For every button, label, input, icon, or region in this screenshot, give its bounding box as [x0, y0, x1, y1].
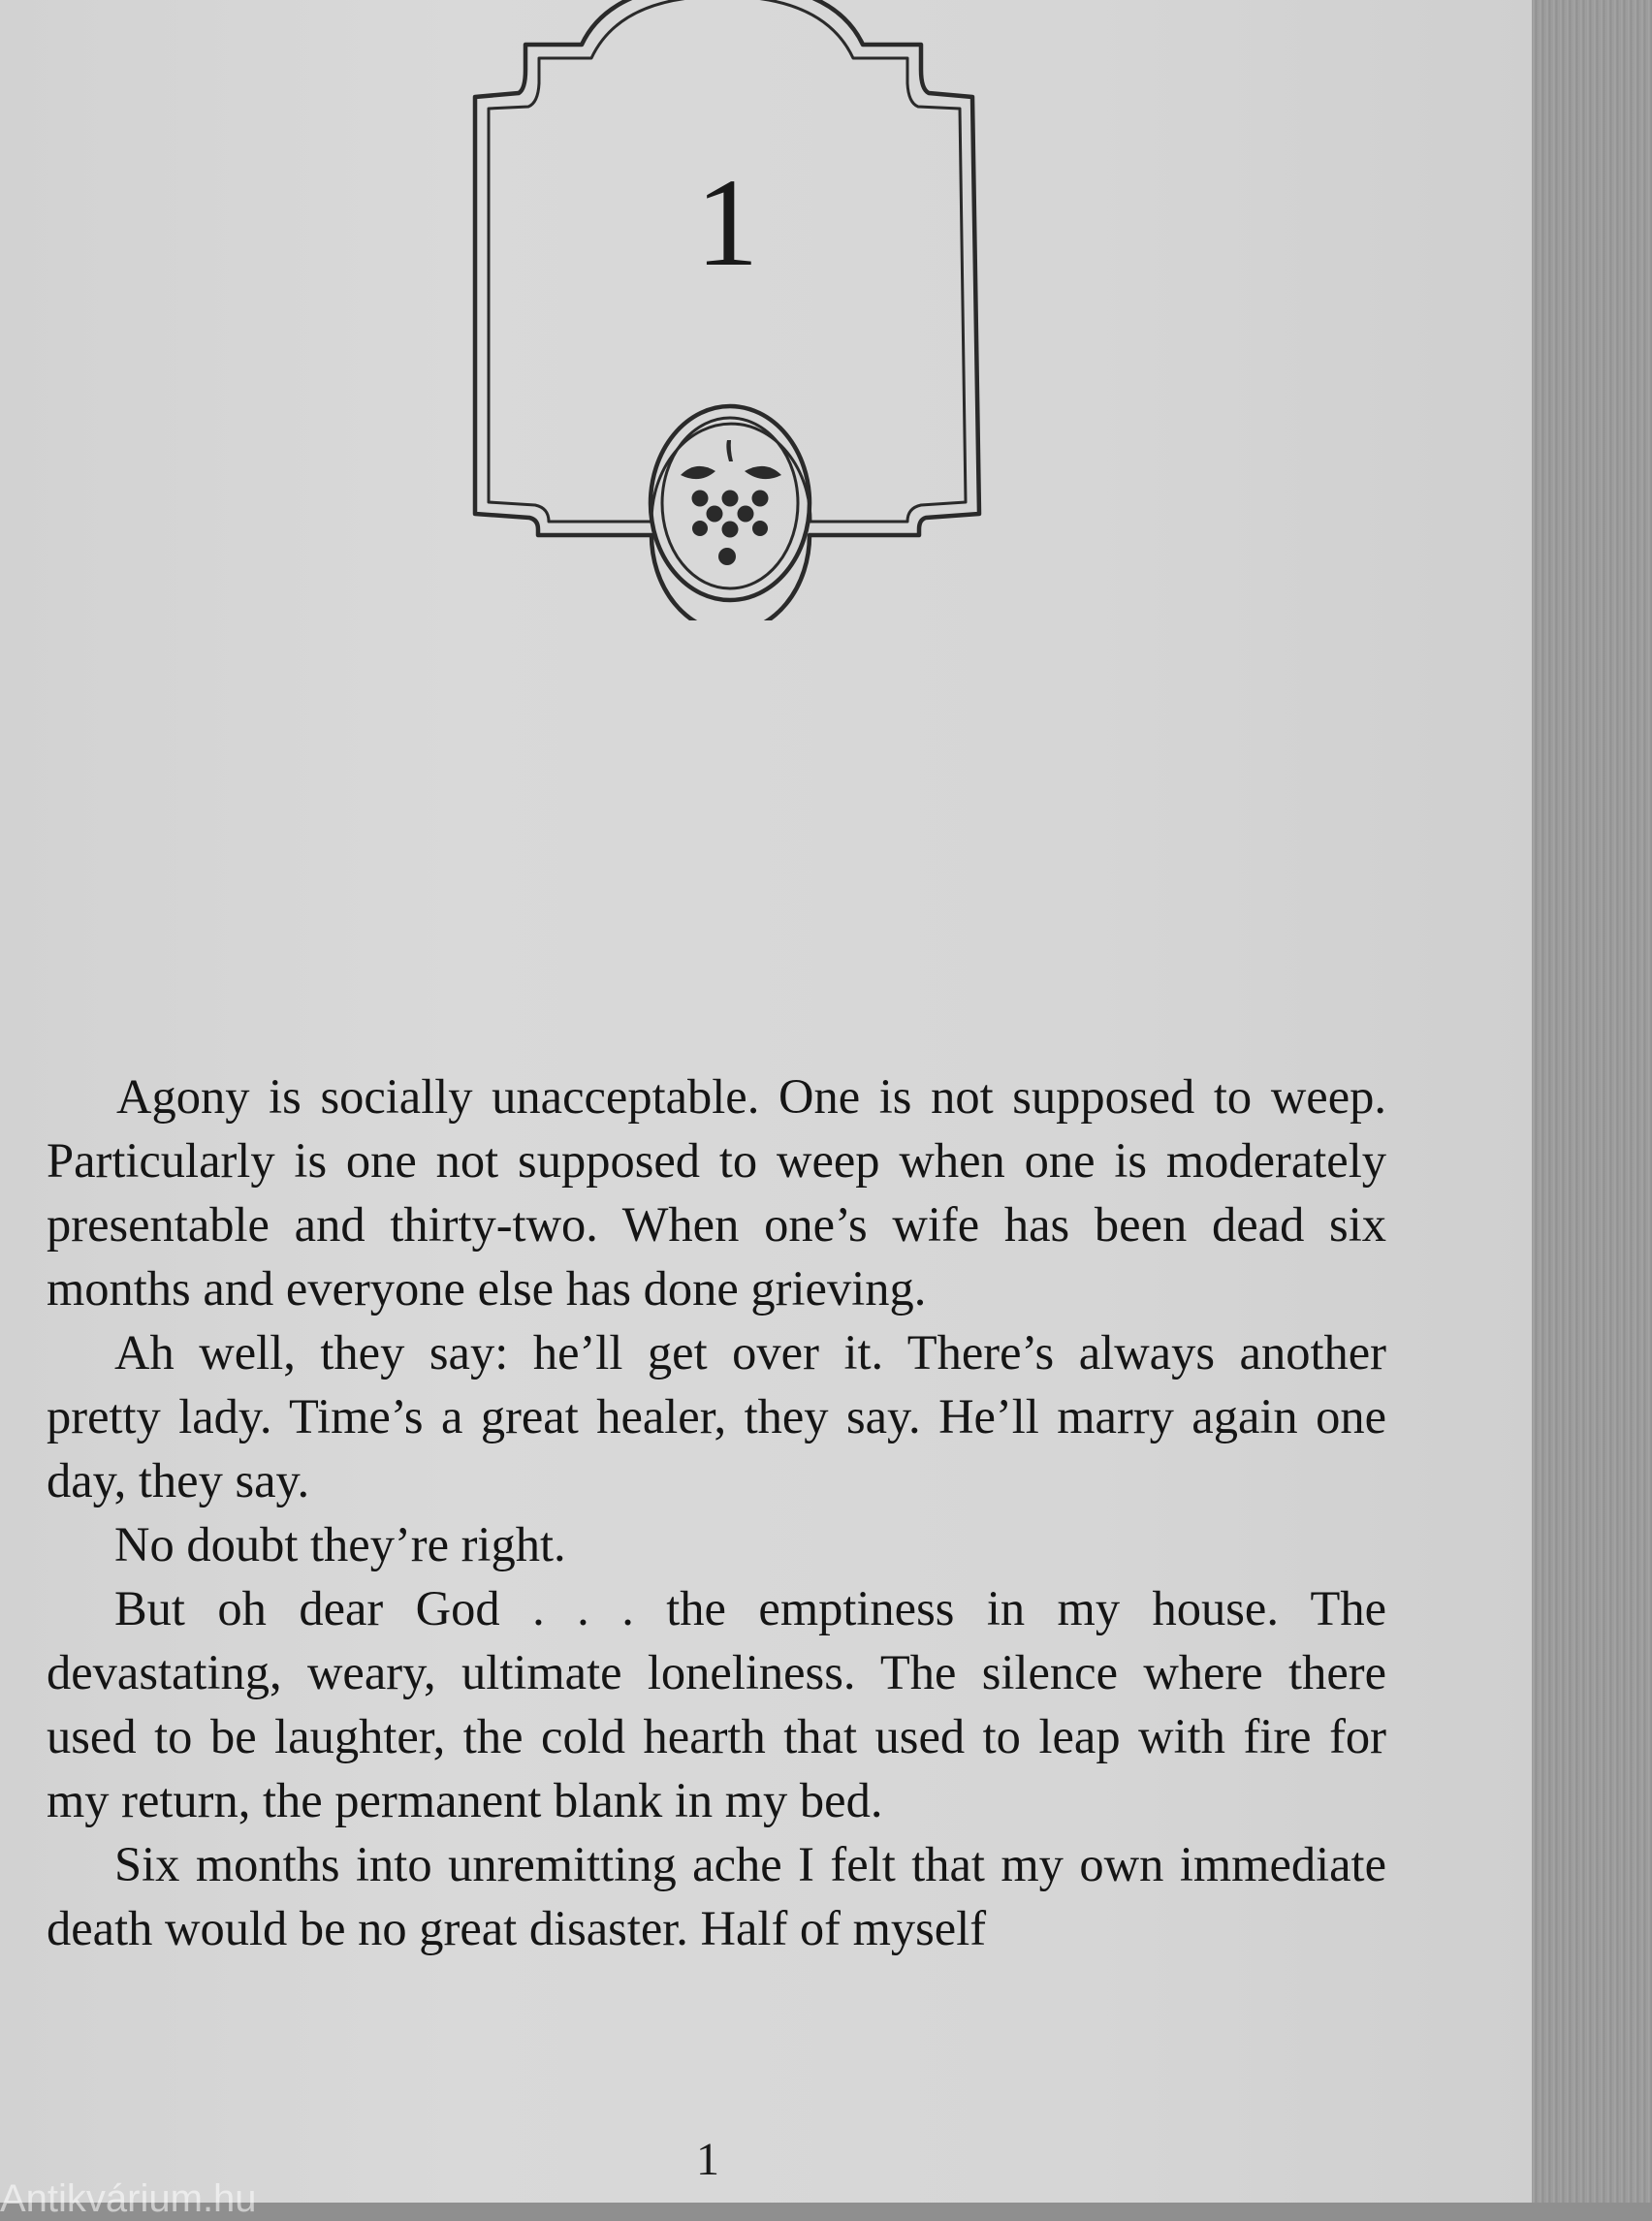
chapter-number: 1 — [695, 153, 759, 293]
paragraph: Ah well, they say: he’ll get over it. There’s always another pretty lady. Time’s a great healer, they say. He’ll marry again one day, they say. — [47, 1325, 1386, 1507]
paragraph: Agony is socially unacceptable. One is not supposed to weep. Particularly is one not supposed to weep when one is moderately presentable and thirty-two. When one’s wife has been dead six months and everyone else has done grieving. — [47, 1069, 1386, 1316]
page-number: 1 — [696, 2134, 719, 2185]
chapter-body-text — [47, 1064, 1386, 1960]
ornamental-frame-icon — [465, 0, 989, 620]
paragraph: But oh dear God . . . the emptiness in my house. The devastating, weary, ultimate loneliness. The silence where there used to be laughter, the cold hearth that used to leap with fire for my return, the permanent blank in my bed. — [47, 1581, 1386, 1827]
paragraph: Six months into unremitting ache I felt that my own immediate death would be no great disaster. Half of myself — [47, 1837, 1386, 1955]
paragraph: No doubt they’re right. — [114, 1517, 566, 1571]
watermark: Antikvárium.hu — [0, 2177, 257, 2220]
page-stack-edge — [1532, 0, 1652, 2203]
grape-cluster-icon — [681, 440, 781, 565]
